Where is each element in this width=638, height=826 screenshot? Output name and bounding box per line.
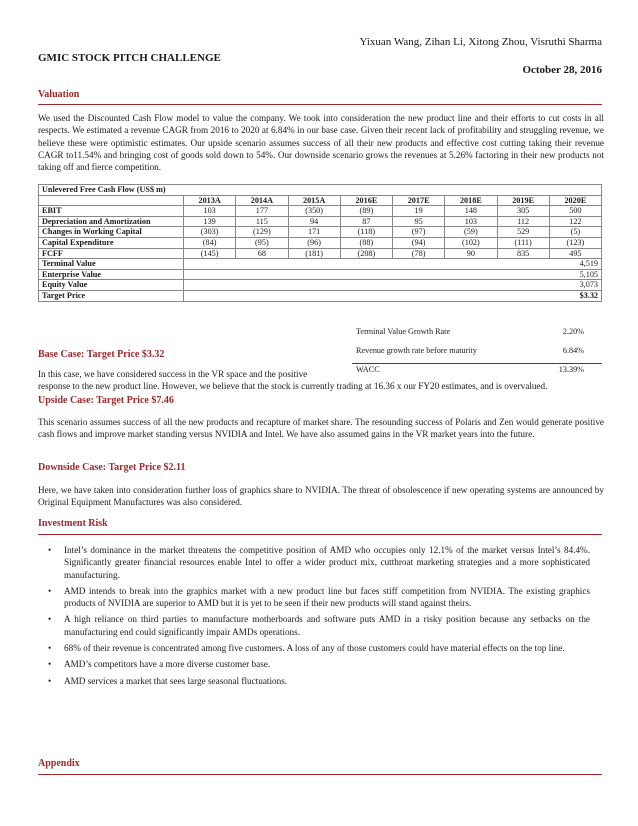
table-cell: 122 [549,216,601,227]
table-row [39,248,602,259]
total-row [39,280,602,291]
authors: Yixuan Wang, Zihan Li, Xitong Zhou, Visruthi Sharma [359,36,602,48]
assumption-label: WACC [356,365,380,374]
document-date: October 28, 2016 [522,64,602,76]
year-header: 2020E [549,195,601,206]
assumption-value: 13.39% [558,365,584,374]
list-item: • AMD services a market that sees large seasonal fluctuations. [48,675,288,686]
table-caption-row [39,185,602,196]
table-cell: (350) [288,206,340,217]
dcf-table [38,184,602,302]
year-header: 2018E [445,195,497,206]
table-cell: (129) [236,227,288,238]
investment-risk-rule [38,534,602,535]
base-case-line-1: In this case, we have considered success in the VR space and the positive [38,369,308,379]
table-cell: 148 [445,206,497,217]
table-header-blank [39,195,184,206]
table-header-row [39,195,602,206]
assumption-value: 2.20% [562,327,584,336]
table-cell: 103 [445,216,497,227]
year-header: 2015A [288,195,340,206]
year-header: 2017E [393,195,445,206]
bullet-icon: • [48,545,52,555]
table-cell: (5) [549,227,601,238]
table-cell: (102) [445,237,497,248]
table-cell: (94) [393,237,445,248]
assumption-label: Terminal Value Growth Rate [356,327,451,336]
table-cell: (208) [340,248,392,259]
table-cell: 495 [549,248,601,259]
assumption-divider [352,363,602,364]
total-label: Enterprise Value [39,269,184,280]
assumption-row [352,327,602,346]
total-row [39,259,602,270]
table-cell: 171 [288,227,340,238]
table-cell: 19 [393,206,445,217]
bullet-icon: • [48,643,52,654]
row-label: Capital Expenditure [39,237,184,248]
total-row [39,290,602,301]
row-label: EBIT [39,206,184,217]
table-caption: Unlevered Free Cash Flow (US$ m) [39,185,602,196]
table-cell: (95) [236,237,288,248]
row-label: FCFF [39,248,184,259]
appendix-heading: Appendix [38,758,80,769]
table-cell: 305 [497,206,549,217]
total-label: Target Price [39,290,184,301]
table-row [39,216,602,227]
year-header: 2013A [184,195,236,206]
list-item: • A high reliance on third parties to manufacture motherboards and software puts AMD in a risky position because any setbacks on the manufacturing end could significantly impair AMDs operations. [48,614,590,637]
table-cell: (89) [340,206,392,217]
downside-case-paragraph: Here, we have taken into consideration further loss of graphics share to NVIDIA. The threat of obsolescence if new operating systems are announced by Original Equipment Manufactures was also considered. [38,485,604,508]
base-case-heading: Base Case: Target Price $3.32 [38,349,165,360]
table-cell: (84) [184,237,236,248]
table-row [39,237,602,248]
bullet-icon: • [48,675,52,686]
downside-case-heading: Downside Case: Target Price $2.11 [38,462,186,473]
appendix-rule [38,774,602,775]
table-cell: 94 [288,216,340,227]
table-cell: (78) [393,248,445,259]
total-value: 4,519 [184,259,602,270]
bullet-icon: • [48,659,52,670]
table-cell: (59) [445,227,497,238]
total-label: Equity Value [39,280,184,291]
valuation-rule [38,104,602,105]
investment-risk-list [38,544,590,691]
total-label: Terminal Value [39,259,184,270]
year-header: 2014A [236,195,288,206]
table-cell: (123) [549,237,601,248]
bullet-icon: • [48,585,52,596]
year-header: 2019E [497,195,549,206]
base-case-line-2: response to the new product line. However, we believe that the stock is currently trading at 16.36 x our FY20 estimates, and is overvalued. [38,381,548,392]
total-value: 5,105 [184,269,602,280]
document-title: GMIC STOCK PITCH CHALLENGE [38,52,221,64]
assumption-label: Revenue growth rate before maturity [356,346,477,355]
row-label: Changes in Working Capital [39,227,184,238]
upside-case-paragraph: This scenario assumes success of all the new products and recapture of market share. The resounding success of Polaris and Zen would generate positive cash flows and improve market standing versus NVIDIA and Intel. We have also assumed gains in the VR market years into the future. [38,417,604,440]
valuation-heading: Valuation [38,89,80,100]
total-row [39,269,602,280]
investment-risk-heading: Investment Risk [38,518,108,529]
table-cell: 835 [497,248,549,259]
list-item: • Intel’s dominance in the market threatens the competitive position of AMD who occupies only 12.1% of the market versus Intel’s 84.4%. Significantly greater financial resources enable Intel to offer a wider product mix, cutthroat marketing strategies and a more sophisticated manufacturing. [48,545,590,580]
table-cell: (111) [497,237,549,248]
valuation-paragraph: We used the Discounted Cash Flow model to value the company. We took into consideration the new product line and their efforts to cut costs in all respects. We estimated a revenue CAGR from 2016 to 2020 at 6.84% in our base case. Given their recent lack of profitability and struggling revenue, we believe these were optimistic estimates. Our upside scenario assumes success of all their new products and effective cost cutting taking their revenue CAGR to11.54% and bringing cost of goods sold down to 54%. Our downside scenario grows the revenues at 5.26% factoring in their new products not taking off and fierce competition. [38,113,604,173]
list-item: • AMD intends to break into the graphics market with a new product line but faces stiff competition from NVIDIA. The existing graphics products of NVIDIA are superior to AMD but it is yet to be seen if their new products will stand against theirs. [48,585,590,609]
list-item: • 68% of their revenue is concentrated among five customers. A loss of any of those customers could have material effects on the top line. [48,643,565,654]
year-header: 2016E [340,195,392,206]
table-cell: 112 [497,216,549,227]
table-cell: (145) [184,248,236,259]
table-cell: (181) [288,248,340,259]
upside-case-heading: Upside Case: Target Price $7.46 [38,395,174,406]
table-cell: 115 [236,216,288,227]
table-cell: 87 [340,216,392,227]
list-item: • AMD’s competitors have a more diverse customer base. [48,659,271,670]
table-cell: 139 [184,216,236,227]
table-cell: 103 [184,206,236,217]
table-cell: (88) [340,237,392,248]
table-cell: (303) [184,227,236,238]
table-row [39,206,602,217]
table-cell: 68 [236,248,288,259]
target-price-value: $3.32 [184,290,602,301]
table-cell: (118) [340,227,392,238]
total-value: 3,073 [184,280,602,291]
table-cell: (96) [288,237,340,248]
table-cell: 95 [393,216,445,227]
bullet-icon: • [48,614,52,625]
row-label: Depreciation and Amortization [39,216,184,227]
assumption-value: 6.84% [562,346,584,355]
table-row [39,227,602,238]
base-case-paragraph [38,368,604,393]
table-cell: 500 [549,206,601,217]
table-cell: 529 [497,227,549,238]
table-cell: 177 [236,206,288,217]
table-cell: (97) [393,227,445,238]
table-cell: 90 [445,248,497,259]
